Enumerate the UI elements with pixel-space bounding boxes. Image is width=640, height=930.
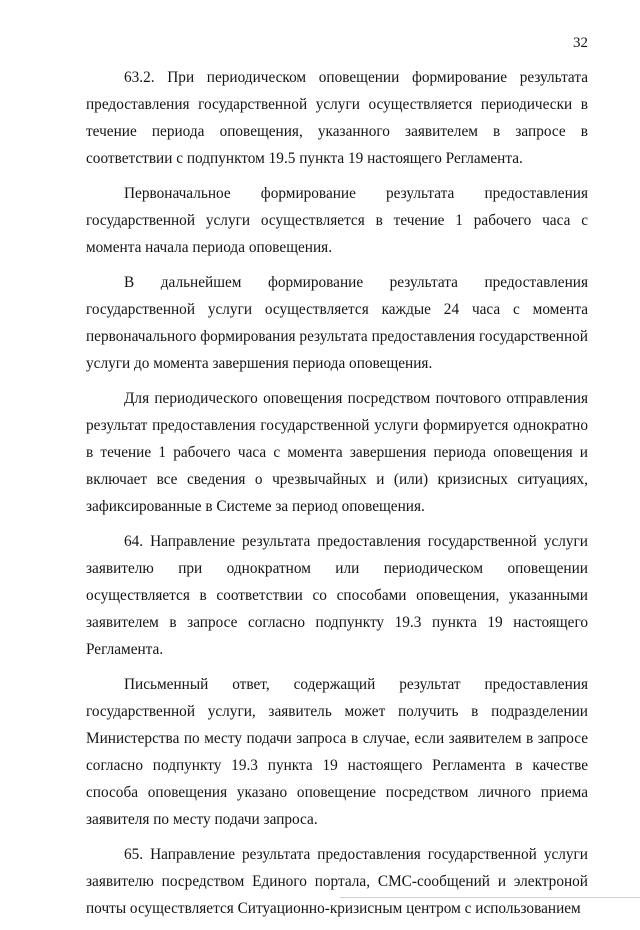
paragraph-64: 64. Направление результата предоставления государственной услуги заявителю при однократном или периодическом оповещении осуществляется в соответствии со способами оповещения, указанными заявителем в запросе согласно подпункту 19.3 пункта 19 настоящего Регламента. [86,533,588,658]
body-text [86,64,588,930]
paragraph-written-response: Письменный ответ, содержащий результат предоставления государственной услуги, заявитель может получить в подразделении Министерства по месту подачи запроса в случае, если заявителем в запросе согласно подпункту 19.3 пункта 19 настоящего Регламента в качестве способа оповещения указано оповещение посредством личного приема заявителя по месту подачи запроса. [86,676,588,828]
scan-edge-divider [340,897,640,898]
page-number: 32 [573,35,588,51]
paragraph-postal-notification: Для периодического оповещения посредством почтового отправления результат предоставления государственной услуги формируется однократно в течение 1 рабочего часа с момента завершения периода оповещения и включает все сведения о чрезвычайных и (или) кризисных ситуациях, зафиксированные в Системе за период оповещения. [86,390,588,515]
paragraph-initial-formation: Первоначальное формирование результата предоставления государственной услуги осуществляется в течение 1 рабочего часа с момента начала периода оповещения. [86,185,588,256]
paragraph-65: 65. Направление результата предоставления государственной услуги заявителю посредством Единого портала, СМС-сообщений и электроной почты осуществляется Ситуационно-кризисным центром с использованием [86,846,588,917]
paragraph-subsequent-formation: В дальнейшем формирование результата предоставления государственной услуги осуществляется каждые 24 часа с момента первоначального формирования результата предоставления государственной услуги до момента завершения периода оповещения. [86,274,588,372]
paragraph-63-2: 63.2. При периодическом оповещении формирование результата предоставления государственной услуги осуществляется периодически в течение периода оповещения, указанного заявителем в запросе в соответствии с подпунктом 19.5 пункта 19 настоящего Регламента. [86,69,588,167]
